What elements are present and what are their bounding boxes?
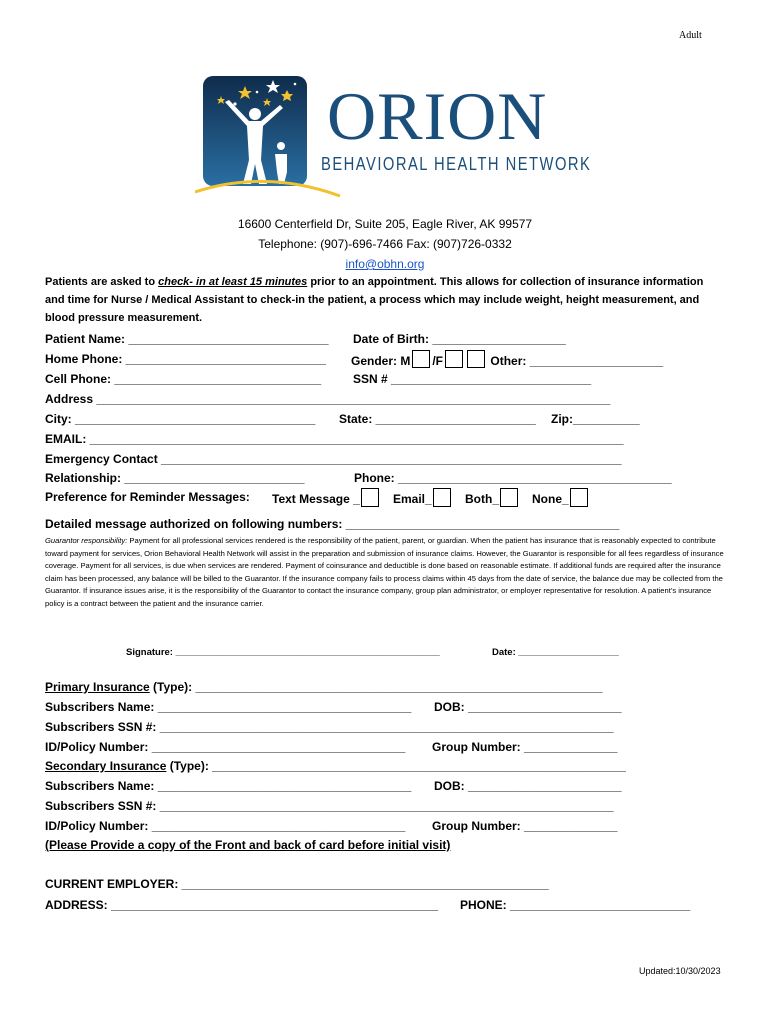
orion-logo [195,74,605,199]
clinic-address: 16600 Centerfield Dr, Suite 205, Eagle River, AK 99577 [237,217,533,231]
brand-name: ORION [327,78,548,154]
secondary-policy-number-field[interactable]: ID/Policy Number: ______________________________________ [45,819,406,833]
city-field[interactable]: City: ____________________________________ [45,412,316,426]
secondary-insurance-field[interactable]: Secondary Insurance (Type): ______________________________________________________________ [45,759,626,773]
reminder-both-option: Both_ [465,488,519,507]
zip-field[interactable]: Zip:__________ [551,412,640,426]
primary-group-number-field[interactable]: Group Number: ______________ [432,740,618,754]
secondary-subscriber-name-field[interactable]: Subscribers Name: ______________________________________ [45,779,412,793]
home-phone-field[interactable]: Home Phone: ______________________________ [45,352,326,366]
secondary-group-number-field[interactable]: Group Number: ______________ [432,819,618,833]
employer-address-field[interactable]: ADDRESS: _________________________________________________ [45,898,439,912]
date-of-birth-field[interactable]: Date of Birth: ____________________ [353,332,566,346]
emergency-phone-field[interactable]: Phone: _________________________________________ [354,471,672,485]
primary-subscriber-dob-field[interactable]: DOB: _______________________ [434,700,622,714]
primary-policy-number-field[interactable]: ID/Policy Number: ______________________________________ [45,740,406,754]
checkin-notice-emphasis: check- in at least 15 minutes [158,276,308,288]
state-field[interactable]: State: ________________________ [339,412,536,426]
checkin-notice-line1: Patients are asked to check- in at least 15 minutes prior to an appointment. This allows for collection of insurance information [45,276,704,288]
reminder-email-checkbox[interactable] [433,488,451,507]
cell-phone-field[interactable]: Cell Phone: _______________________________ [45,372,322,386]
gender-group [351,350,663,368]
primary-subscriber-ssn-field[interactable]: Subscribers SSN #: ____________________________________________________________________ [45,720,614,734]
gender-other-field[interactable]: Other: ____________________ [490,354,664,368]
employer-phone-field[interactable]: PHONE: ___________________________ [460,898,691,912]
reminder-preference-label: Preference for Reminder Messages: [45,490,250,504]
reminder-text-option: Text Message _ [272,488,380,507]
address-field[interactable]: Address _____________________________________________________________________________ [45,392,611,406]
patient-name-field[interactable]: Patient Name: ______________________________ [45,332,329,346]
reminder-none-checkbox[interactable] [570,488,588,507]
brand-subtitle: BEHAVIORAL HEALTH NETWORK [321,154,592,174]
gender-m-checkbox[interactable] [412,350,430,368]
primary-insurance-heading: Primary Insurance [45,680,150,694]
secondary-insurance-heading: Secondary Insurance [45,759,167,773]
gender-label: Gender: M [351,354,411,368]
current-employer-field[interactable]: CURRENT EMPLOYER: _______________________________________________________ [45,877,549,891]
signature-field[interactable]: Signature: __________________________________________________ [126,647,440,658]
emergency-contact-field[interactable]: Emergency Contact _____________________________________________________________________ [45,452,622,466]
primary-insurance-field[interactable]: Primary Insurance (Type): _____________________________________________________________ [45,680,603,694]
insurance-card-note: (Please Provide a copy of the Front and back of card before initial visit) [45,838,451,852]
gender-f-label: /F [432,354,444,368]
email-field[interactable]: EMAIL: ________________________________________________________________________________ [45,432,624,446]
gender-f-checkbox[interactable] [445,350,463,368]
checkin-notice-line2: and time for Nurse / Medical Assistant to check-in the patient, a process which may include weight, height measurement, and [45,294,700,306]
detailed-message-numbers-field[interactable]: Detailed message authorized on following numbers: _________________________________________ [45,517,620,531]
guarantor-label: Guarantor responsibility: [45,536,128,545]
logo-badge-icon [195,74,345,199]
clinic-phone-fax: Telephone: (907)-696-7466 Fax: (907)726-0332 [258,237,512,251]
primary-subscriber-name-field[interactable]: Subscribers Name: ______________________________________ [45,700,412,714]
updated-date: Updated:10/30/2023 [639,966,721,976]
secondary-subscriber-dob-field[interactable]: DOB: _______________________ [434,779,622,793]
signature-date-field[interactable]: Date: ___________________ [492,647,619,658]
relationship-field[interactable]: Relationship: ___________________________ [45,471,305,485]
clinic-email-link[interactable]: info@obhn.org [345,257,425,271]
reminder-email-option: Email_ [393,488,452,507]
form-type-label: Adult [679,30,702,41]
guarantor-responsibility-text: Guarantor responsibility: Payment for all professional services rendered is the responsibility of the patient, parent, or guardian. When the patient has insurance that is reasonably expected to contribute toward payment for services, Orion Behavioral Health Network will assist in the preparation and submission of insurance claims. However, the Guarantor is responsible for all fees regardless of insurance coverage. Payment for all services, is due when services are rendered. Payment of coinsurance and deductible is done based on reasonable estimate. If additional funds are required after the insurance claim has been processed, any balance will be billed to the Guarantor. If the insurance company fails to process claims within 45 days from the date of service, the balance due may be collected from the Guarantor. If insurance issues arise, it is the responsibility of the Guarantor to contact the insurance company, group plan administrator, or employer representative for resolution. A patient’s insurance policy is a contract between the patient and the insurance carrier. [45,536,724,608]
reminder-none-option: None_ [532,488,589,507]
reminder-text-checkbox[interactable] [361,488,379,507]
checkin-notice-line3: blood pressure measurement. [45,312,203,324]
secondary-subscriber-ssn-field[interactable]: Subscribers SSN #: ____________________________________________________________________ [45,799,614,813]
reminder-both-checkbox[interactable] [500,488,518,507]
ssn-field[interactable]: SSN # ______________________________ [353,372,592,386]
gender-other-checkbox[interactable] [467,350,485,368]
